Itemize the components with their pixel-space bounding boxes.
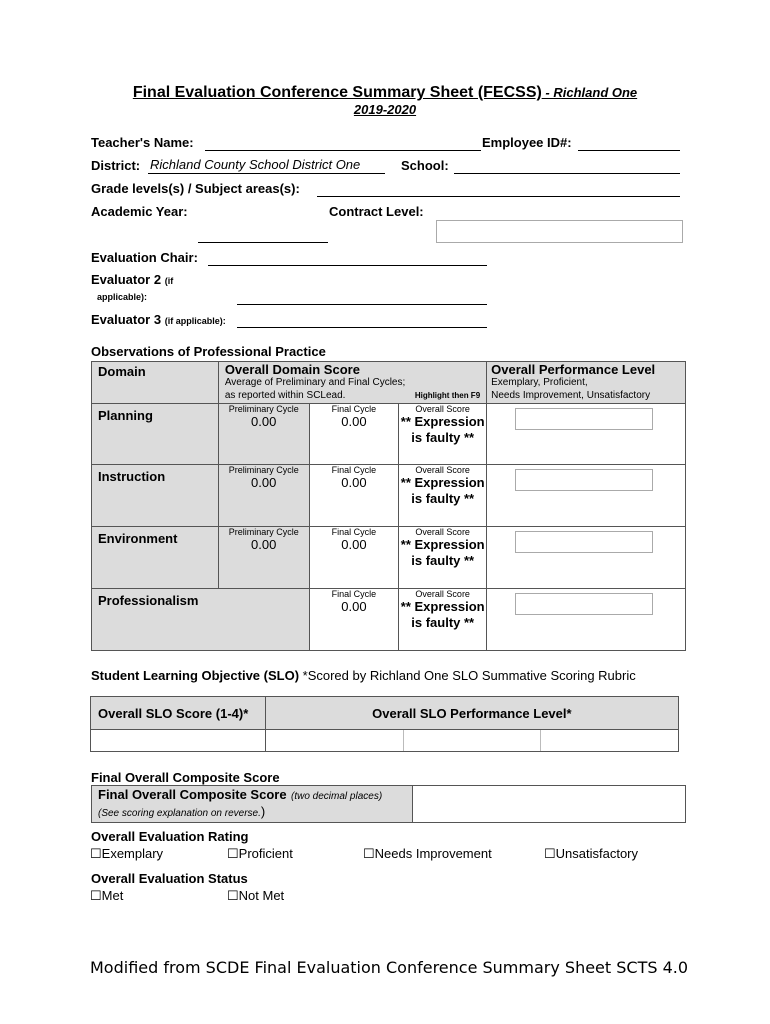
evaluator3-label: Evaluator 3 (if applicable):: [91, 312, 226, 327]
domain-name: Instruction: [92, 465, 219, 527]
rating-needs-improvement-checkbox[interactable]: ☐Needs Improvement: [363, 846, 492, 861]
composite-title: Final Overall Composite Score: [91, 770, 280, 785]
evaluator2-note: applicable):: [97, 292, 148, 302]
overall-score: ** Expression is faulty **: [400, 537, 485, 568]
evaluator3-field[interactable]: [237, 313, 487, 328]
observations-title: Observations of Professional Practice: [91, 344, 326, 359]
rating-title: Overall Evaluation Rating: [91, 829, 249, 844]
rating-proficient-checkbox[interactable]: ☐Proficient: [227, 846, 293, 861]
academic-year-label: Academic Year:: [91, 204, 188, 219]
school-field[interactable]: [454, 159, 680, 174]
evaluator2-label: Evaluator 2 (if: [91, 272, 174, 287]
performance-level-field[interactable]: [515, 531, 653, 553]
domain-row-environment: Environment Preliminary Cycle 0.00 Final Cycle 0.00 Overall Score ** Expression is faulty **: [92, 527, 686, 589]
domain-name: Planning: [92, 404, 219, 465]
contract-level-field[interactable]: [436, 220, 683, 243]
district-value: Richland County School District One: [150, 157, 361, 172]
employee-id-label: Employee ID#:: [482, 135, 572, 150]
domain-row-planning: Planning Preliminary Cycle 0.00 Final Cycle 0.00 Overall Score ** Expression is faulty **: [92, 404, 686, 465]
overall-score: ** Expression is faulty **: [400, 475, 485, 506]
composite-score-field[interactable]: [412, 786, 685, 823]
domain-name: Professionalism: [92, 589, 310, 651]
slo-level-header: Overall SLO Performance Level*: [265, 697, 678, 730]
final-score: 0.00: [341, 475, 367, 490]
academic-year-field[interactable]: [198, 228, 328, 243]
col-level-header: Overall Performance Level Exemplary, Proficient, Needs Improvement, Unsatisfactory: [487, 362, 686, 404]
slo-score-field[interactable]: [91, 730, 266, 752]
final-score: 0.00: [341, 599, 367, 614]
prelim-score: 0.00: [251, 475, 277, 490]
evaluation-chair-label: Evaluation Chair:: [91, 250, 198, 265]
rating-exemplary-checkbox[interactable]: ☐Exemplary: [90, 846, 164, 861]
grade-subject-label: Grade levels(s) / Subject areas(s):: [91, 181, 300, 196]
school-year: 2019-2020: [353, 102, 417, 117]
domain-row-instruction: Instruction Preliminary Cycle 0.00 Final Cycle 0.00 Overall Score ** Expression is faulty **: [92, 465, 686, 527]
prelim-score: 0.00: [251, 537, 277, 552]
slo-table: [90, 696, 679, 752]
grade-subject-field[interactable]: [317, 182, 680, 197]
observations-table: [91, 361, 686, 651]
performance-level-field[interactable]: [515, 593, 653, 615]
final-score: 0.00: [341, 414, 367, 429]
contract-level-label: Contract Level:: [329, 204, 424, 219]
performance-level-field[interactable]: [515, 469, 653, 491]
slo-level-field-3[interactable]: [541, 730, 679, 752]
employee-id-field[interactable]: [578, 136, 680, 151]
overall-score: ** Expression is faulty **: [400, 599, 485, 630]
status-met-checkbox[interactable]: ☐Met: [90, 888, 124, 903]
page-title: Final Evaluation Conference Summary Sheet (FECSS) - Richland One: [132, 84, 638, 101]
evaluation-chair-field[interactable]: [208, 251, 487, 266]
school-label: School:: [401, 158, 449, 173]
evaluator2-field[interactable]: [237, 290, 487, 305]
footer-text: Modified from SCDE Final Evaluation Conference Summary Sheet SCTS 4.0: [90, 958, 689, 977]
col-score-header: Overall Domain Score Average of Preliminary and Final Cycles; as reported within SCLead. Highlight then F9: [218, 362, 486, 404]
composite-table: [91, 785, 686, 823]
teacher-name-label: Teacher's Name:: [91, 135, 194, 150]
domain-row-professionalism: Professionalism Final Cycle 0.00 Overall Score ** Expression is faulty **: [92, 589, 686, 651]
district-label: District:: [91, 158, 141, 173]
col-domain-header: Domain: [92, 362, 219, 404]
overall-score: ** Expression is faulty **: [400, 414, 485, 445]
prelim-score: 0.00: [251, 414, 277, 429]
slo-level-field-2[interactable]: [404, 730, 541, 752]
performance-level-field[interactable]: [515, 408, 653, 430]
composite-label: Final Overall Composite Score (two decimal places) (See scoring explanation on reverse.): [92, 786, 413, 823]
status-title: Overall Evaluation Status: [91, 871, 248, 886]
slo-level-field-1[interactable]: [265, 730, 404, 752]
domain-name: Environment: [92, 527, 219, 589]
teacher-name-field[interactable]: [205, 136, 481, 151]
rating-unsatisfactory-checkbox[interactable]: ☐Unsatisfactory: [544, 846, 639, 861]
slo-title: Student Learning Objective (SLO) *Scored by Richland One SLO Summative Scoring Rubric: [91, 668, 636, 683]
status-not-met-checkbox[interactable]: ☐Not Met: [227, 888, 285, 903]
final-score: 0.00: [341, 537, 367, 552]
slo-score-header: Overall SLO Score (1-4)*: [91, 697, 266, 730]
